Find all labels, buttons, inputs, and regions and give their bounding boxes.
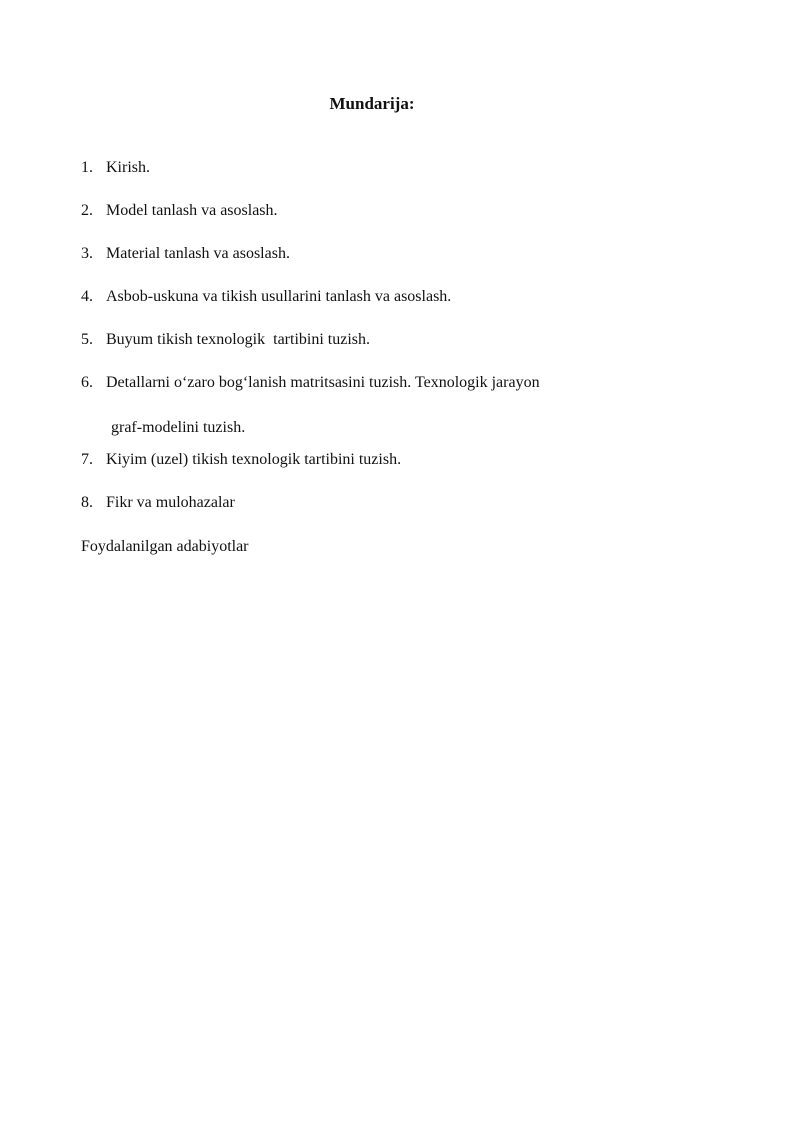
toc-item-number: 2.: [81, 202, 93, 219]
references-heading: Foydalanilgan adabiyotlar: [81, 538, 249, 555]
toc-item-2: [81, 201, 278, 221]
toc-item-6-continuation: graf-modelini tuzish.: [111, 419, 246, 436]
toc-item-5: [81, 330, 370, 350]
toc-item-number: 3.: [81, 245, 93, 262]
toc-item-text: Buyum tikish texnologik tartibini tuzish.: [106, 331, 370, 348]
toc-item-text: Kirish.: [106, 159, 150, 176]
toc-item-6: [81, 373, 540, 393]
toc-item-text: Detallarni o‘zaro bog‘lanish matritsasini tuzish. Texnologik jarayon: [106, 374, 540, 391]
toc-item-number: 4.: [81, 288, 93, 305]
toc-item-4: [81, 287, 451, 307]
toc-item-number: 8.: [81, 494, 93, 511]
toc-item-text: Fikr va mulohazalar: [106, 494, 235, 511]
toc-item-number: 1.: [81, 159, 93, 176]
toc-item-number: 5.: [81, 331, 93, 348]
toc-item-8: [81, 493, 235, 513]
toc-item-text: Asbob-uskuna va tikish usullarini tanlash va asoslash.: [106, 288, 452, 305]
page-title: Mundarija:: [329, 94, 415, 113]
toc-item-7: [81, 450, 401, 470]
toc-item-1: [81, 158, 150, 178]
toc-item-text: Model tanlash va asoslash.: [106, 202, 278, 219]
toc-item-number: 6.: [81, 374, 93, 391]
toc-item-text: Material tanlash va asoslash.: [106, 245, 290, 262]
toc-item-number: 7.: [81, 451, 93, 468]
toc-item-3: [81, 244, 290, 264]
toc-item-text: Kiyim (uzel) tikish texnologik tartibini tuzish.: [106, 451, 402, 468]
